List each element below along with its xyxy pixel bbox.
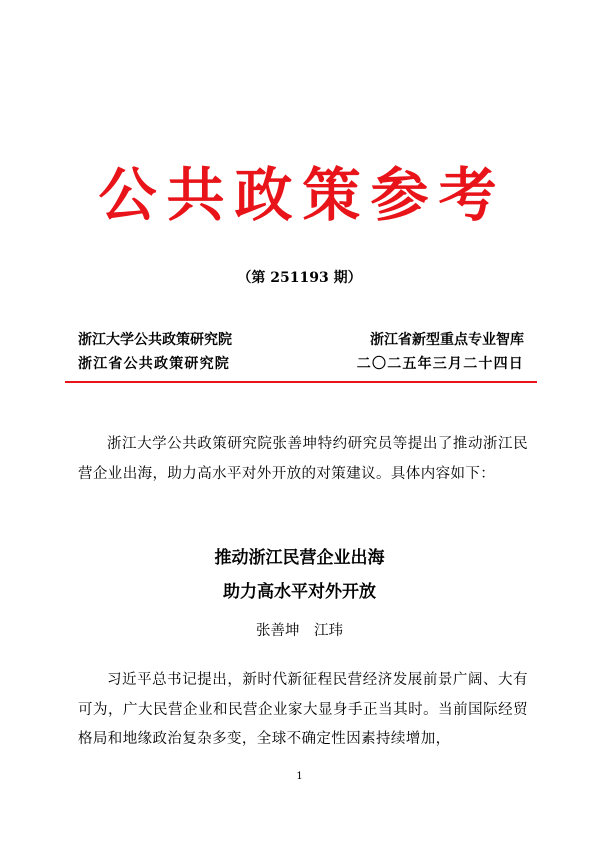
institute-name: 浙江大学公共政策研究院 xyxy=(78,332,232,348)
page-number: 1 xyxy=(296,771,303,782)
body-paragraph: 习近平总书记提出，新时代新征程民营经济发展前景广阔、大有可为，广大民营企业和民营企业家大显身手正当其时。当前国际经贸格局和地缘政治复杂多变，全球不确定性因素持续增加， xyxy=(78,672,528,747)
masthead-title: 公共政策参考 xyxy=(98,161,507,229)
intro-paragraph: 浙江大学公共政策研究院张善坤特约研究员等提出了推动浙江民营企业出海，助力高水平对外开放的对策建议。具体内容如下： xyxy=(78,436,528,482)
org-row-1 xyxy=(78,330,524,350)
article-title-line-1: 推动浙江民营企业出海 xyxy=(214,548,385,568)
article-title-line-2: 助力高水平对外开放 xyxy=(223,582,376,602)
article-authors: 张善坤 江玮 xyxy=(256,623,343,639)
issue-number: （第 251193 期） xyxy=(237,270,362,286)
header-divider-rule xyxy=(65,381,537,383)
issue-date: 二〇二五年三月二十四日 xyxy=(356,356,524,372)
think-tank-label: 浙江省新型重点专业智库 xyxy=(370,332,524,348)
provincial-institute-name: 浙江省公共政策研究院 xyxy=(78,356,230,372)
org-row-2 xyxy=(78,354,524,374)
